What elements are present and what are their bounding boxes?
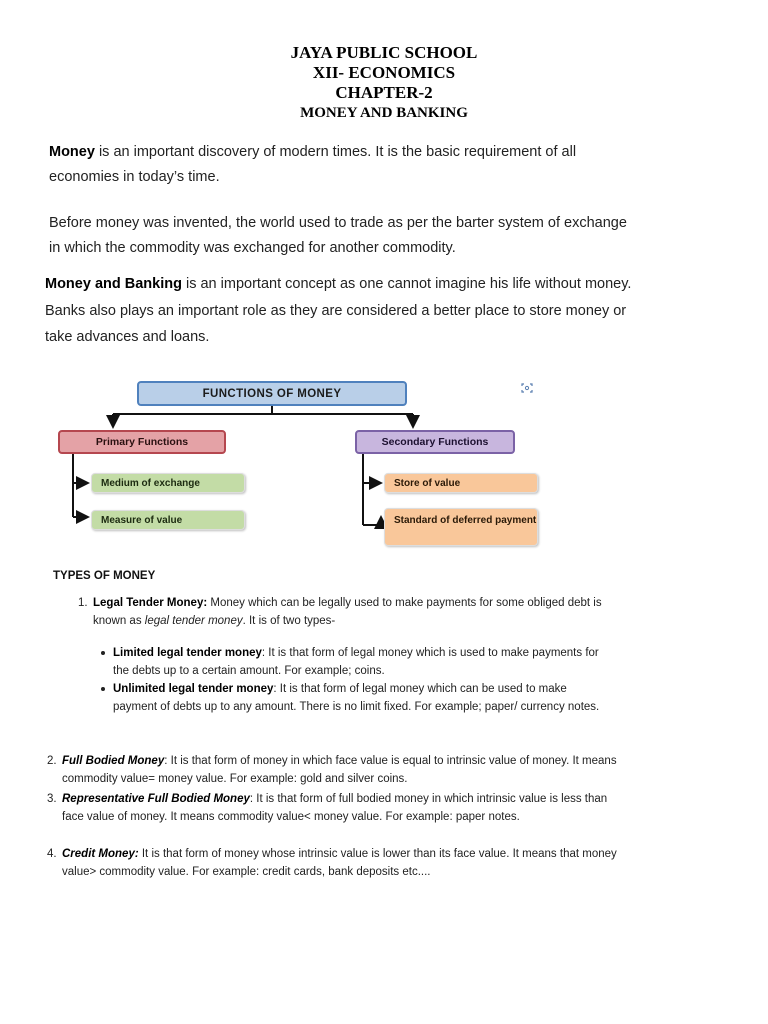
intro-paragraph-money [49,140,639,190]
full-bodied-money-term: Full Bodied Money [62,755,165,767]
list-number-3: 3. [47,793,57,805]
limited-legal-tender-text: : It is that form of legal money which is used to make payments for the debts up to a certain amount. For example; coins. [113,647,599,677]
bullet-dot [101,687,105,691]
intro-paragraph-barter: Before money was invented, the world used to trade as per the barter system of exchange in which the commodity was exchanged for another commodity. [49,215,627,256]
banking-definition: is an important concept as one cannot imagine his life without money. Banks also plays an important role as they are considered a better place to store money or take advances and loans. [45,276,632,345]
credit-money-text: It is that form of money whose intrinsic value is lower than its face value. It means that money value> commodity value. For example: credit cards, bank deposits etc.... [62,848,617,878]
functions-of-money-diagram [50,375,570,555]
functions-of-money-title: FUNCTIONS OF MONEY [137,381,407,406]
legal-tender-term: Legal Tender Money: [93,597,208,609]
representative-money-text: : It is that form of full bodied money in which intrinsic value is less than face value of money. It means commodity value< money value. For example: paper notes. [62,793,608,823]
list-number-2: 2. [47,755,57,767]
measure-of-value-box: Measure of value [91,510,245,530]
unlimited-legal-tender-term: Unlimited legal tender money [113,683,274,695]
store-of-value-box: Store of value [384,473,538,493]
unlimited-legal-tender-text: : It is that form of legal money which can be used to make payment of debts up to any amount. There is no limit fixed. For example; paper/ currency notes. [113,683,600,713]
document-header [0,43,768,122]
money-definition: is an important discovery of modern times. It is the basic requirement of all economies in today’s time. [49,144,577,185]
banking-term: Money and Banking [45,276,182,292]
primary-functions-box: Primary Functions [58,430,226,454]
unlimited-legal-tender-item [113,680,603,716]
medium-of-exchange-box: Medium of exchange [91,473,245,493]
standard-of-deferred-payment-box: Standard of deferred payment [384,508,538,546]
school-name: JAYA PUBLIC SCHOOL [290,43,478,62]
chapter-topic: MONEY AND BANKING [300,105,468,121]
types-of-money-heading: TYPES OF MONEY [53,570,156,582]
credit-money-term: Credit Money: [62,848,139,860]
bullet-dot [101,651,105,655]
representative-money-term: Representative Full Bodied Money [62,793,250,805]
secondary-functions-box: Secondary Functions [355,430,515,454]
legal-tender-money-item [93,594,603,630]
class-subject: XII- ECONOMICS [312,63,456,82]
legal-tender-text: Money which can be legally used to make payments for some obliged debt is known as [93,597,602,627]
chapter-number: CHAPTER-2 [335,83,433,102]
credit-money-item [62,845,627,881]
limited-legal-tender-term: Limited legal tender money [113,647,262,659]
legal-tender-text-end: . It is of two types- [242,615,336,627]
intro-paragraph-banking [45,271,645,351]
limited-legal-tender-item [113,644,603,680]
legal-tender-italic: legal tender money [144,615,243,627]
full-bodied-money-text: : It is that form of money in which face value is equal to intrinsic value of money. It means commodity value= money value. For example: gold and silver coins. [62,755,617,785]
list-number-1: 1. [78,597,88,609]
money-term: Money [49,144,95,160]
fullscreen-icon[interactable] [521,383,533,393]
full-bodied-money-item [62,752,632,788]
representative-full-bodied-money-item [62,790,627,826]
list-number-4: 4. [47,848,57,860]
